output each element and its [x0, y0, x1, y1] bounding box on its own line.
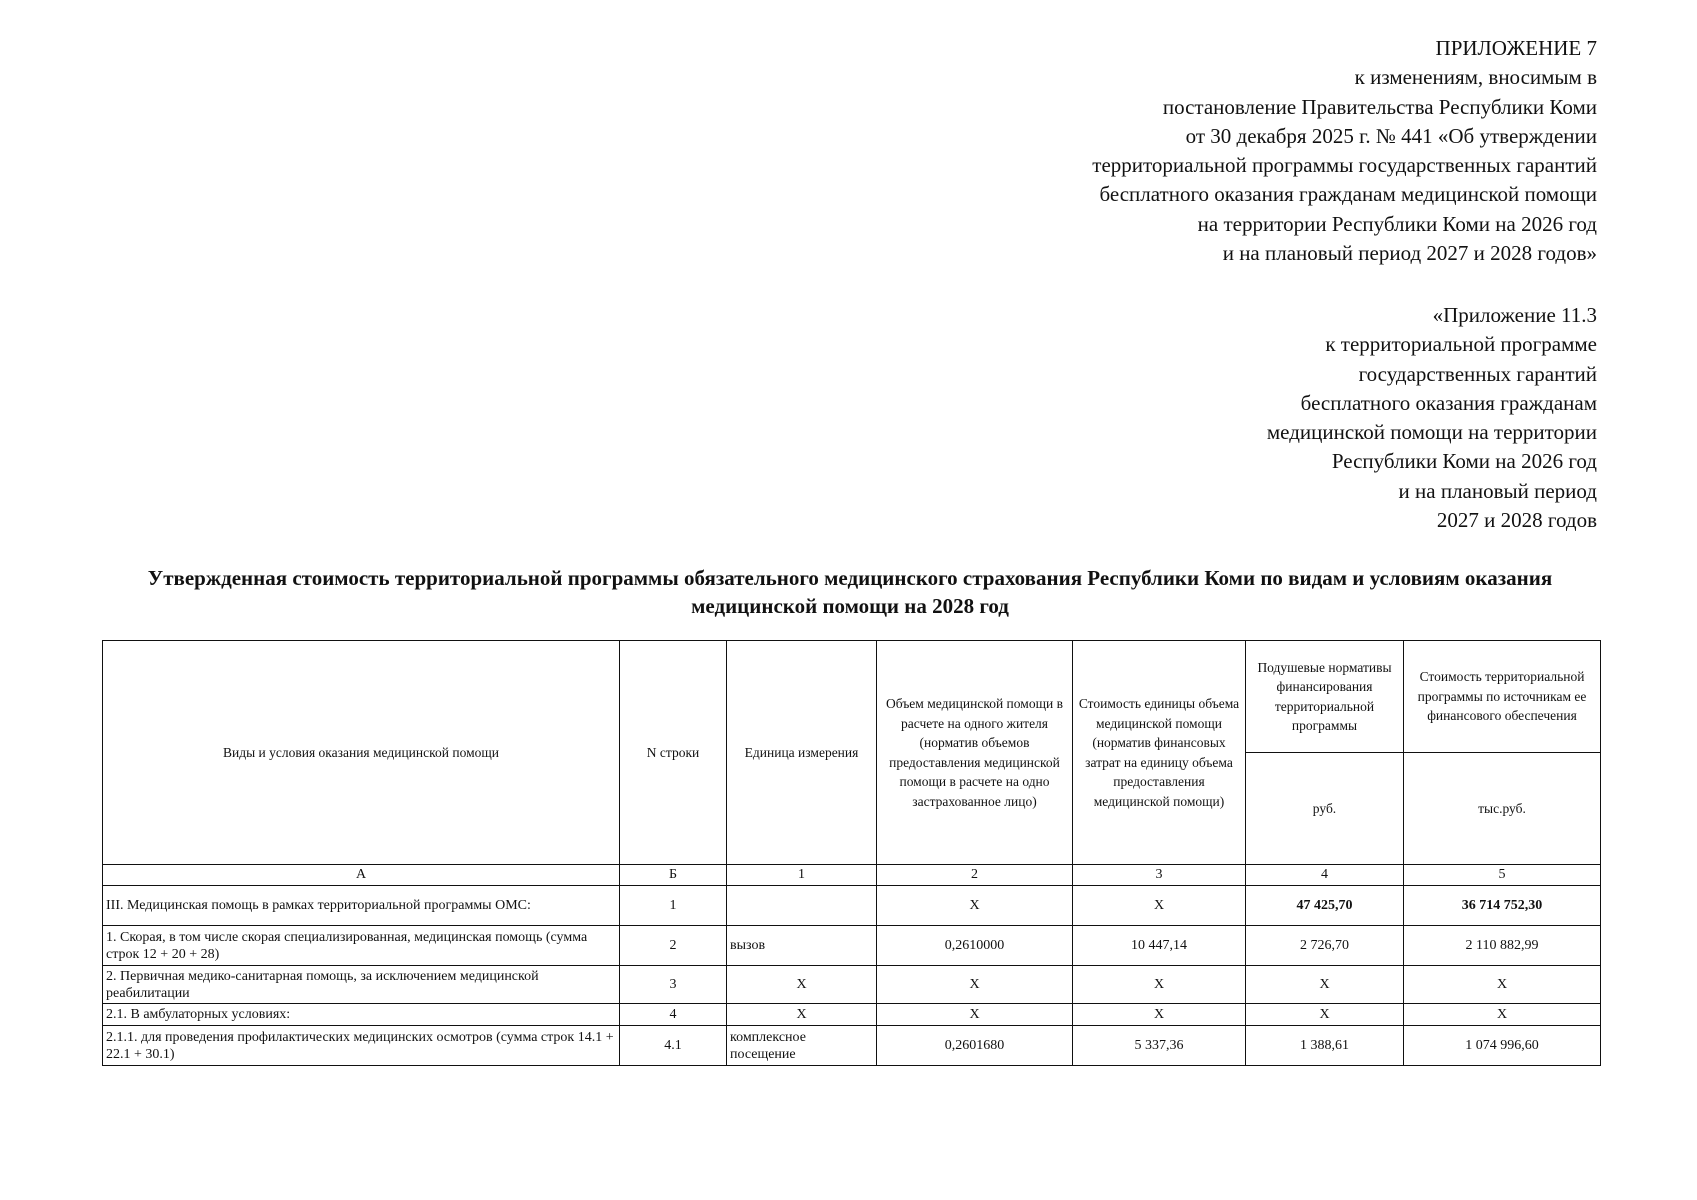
row-unit: Х [727, 1004, 877, 1026]
row-per-capita: 2 726,70 [1246, 926, 1404, 966]
index-cell: Б [620, 865, 727, 886]
table-row [103, 886, 1601, 926]
row-program-cost: 36 714 752,30 [1404, 886, 1601, 926]
cost-table [102, 640, 1601, 1066]
index-cell: 4 [1246, 865, 1404, 886]
appendix-7-line: постановление Правительства Республики Коми [1162, 94, 1597, 119]
row-name: 2.1. В амбулаторных условиях: [103, 1004, 620, 1026]
appendix-11-3-line: медицинской помощи на территории [1266, 420, 1597, 445]
row-unit-cost: 5 337,36 [1073, 1026, 1246, 1066]
row-unit-cost: Х [1073, 886, 1246, 926]
appendix-7-line: к изменениям, вносимым в [1354, 65, 1597, 90]
appendix-7-line: и на плановый период 2027 и 2028 годов» [1222, 241, 1597, 266]
header-volume: Объем медицинской помощи в расчете на одного жителя (норматив объемов предоставления медицинской помощи в расчете на одно застрахованное лицо) [877, 641, 1073, 865]
appendix-11-3-line: к территориальной программе [1325, 332, 1597, 357]
table-index-row [103, 865, 1601, 886]
row-volume: 0,2610000 [877, 926, 1073, 966]
header-types: Виды и условия оказания медицинской помощи [103, 641, 620, 865]
header-per-capita-unit: руб. [1246, 753, 1404, 865]
table-row [103, 966, 1601, 1004]
row-unit-cost: Х [1073, 966, 1246, 1004]
row-unit [727, 886, 877, 926]
table-row [103, 1004, 1601, 1026]
row-volume: Х [877, 966, 1073, 1004]
header-row-number: N строки [620, 641, 727, 865]
row-unit: комплексное посещение [727, 1026, 877, 1066]
header-program-cost: Стоимость территориальной программы по источникам ее финансового обеспечения [1404, 641, 1601, 753]
row-per-capita: 47 425,70 [1246, 886, 1404, 926]
index-cell: 3 [1073, 865, 1246, 886]
row-number: 1 [620, 886, 727, 926]
appendix-7-header [1092, 34, 1597, 268]
row-volume: 0,2601680 [877, 1026, 1073, 1066]
row-unit: Х [727, 966, 877, 1004]
document-title [100, 564, 1600, 620]
header-program-cost-unit: тыс.руб. [1404, 753, 1601, 865]
row-per-capita: Х [1246, 1004, 1404, 1026]
appendix-7-line: от 30 декабря 2025 г. № 441 «Об утверждении [1185, 123, 1597, 148]
index-cell: 1 [727, 865, 877, 886]
table-header-row [103, 641, 1601, 753]
appendix-11-3-line: 2027 и 2028 годов [1436, 508, 1597, 533]
index-cell: 5 [1404, 865, 1601, 886]
row-name: 2. Первичная медико-санитарная помощь, за исключением медицинской реабилитации [103, 966, 620, 1004]
appendix-11-3-line: государственных гарантий [1358, 361, 1597, 386]
appendix-7-line: на территории Республики Коми на 2026 год [1197, 211, 1597, 236]
row-unit-cost: 10 447,14 [1073, 926, 1246, 966]
table-row [103, 1026, 1601, 1066]
row-program-cost: 1 074 996,60 [1404, 1026, 1601, 1066]
appendix-11-3-header [1267, 301, 1597, 535]
row-program-cost: Х [1404, 966, 1601, 1004]
row-per-capita: 1 388,61 [1246, 1026, 1404, 1066]
appendix-11-3-line: бесплатного оказания гражданам [1300, 390, 1597, 415]
row-name: 1. Скорая, в том числе скорая специализированная, медицинская помощь (сумма строк 12 + 20 + 28) [103, 926, 620, 966]
appendix-7-line: бесплатного оказания гражданам медицинской помощи [1099, 182, 1597, 207]
appendix-11-3-line: и на плановый период [1398, 478, 1597, 503]
header-unit-cost: Стоимость единицы объема медицинской помощи (норматив финансовых затрат на единицу объема предоставления медицинской помощи) [1073, 641, 1246, 865]
row-number: 3 [620, 966, 727, 1004]
appendix-11-3-line: Республики Коми на 2026 год [1331, 449, 1597, 474]
document-title-line-2: медицинской помощи на 2028 год [691, 594, 1009, 618]
appendix-7-line: территориальной программы государственных гарантий [1092, 153, 1597, 178]
row-number: 4 [620, 1004, 727, 1026]
index-cell: 2 [877, 865, 1073, 886]
table-row [103, 926, 1601, 966]
row-name: 2.1.1. для проведения профилактических медицинских осмотров (сумма строк 14.1 + 22.1 + 30.1) [103, 1026, 620, 1066]
row-unit: вызов [727, 926, 877, 966]
document-title-line-1: Утвержденная стоимость территориальной программы обязательного медицинского страхования Республики Коми по видам и условиям оказания [147, 566, 1553, 590]
row-program-cost: Х [1404, 1004, 1601, 1026]
row-program-cost: 2 110 882,99 [1404, 926, 1601, 966]
header-per-capita: Подушевые нормативы финансирования территориальной программы [1246, 641, 1404, 753]
row-per-capita: Х [1246, 966, 1404, 1004]
appendix-11-3-line: «Приложение 11.3 [1432, 303, 1597, 327]
index-cell: А [103, 865, 620, 886]
row-number: 4.1 [620, 1026, 727, 1066]
appendix-7-line: ПРИЛОЖЕНИЕ 7 [1435, 36, 1597, 60]
row-number: 2 [620, 926, 727, 966]
row-unit-cost: Х [1073, 1004, 1246, 1026]
row-name: III. Медицинская помощь в рамках территориальной программы ОМС: [103, 886, 620, 926]
header-unit: Единица измерения [727, 641, 877, 865]
row-volume: Х [877, 886, 1073, 926]
row-volume: Х [877, 1004, 1073, 1026]
